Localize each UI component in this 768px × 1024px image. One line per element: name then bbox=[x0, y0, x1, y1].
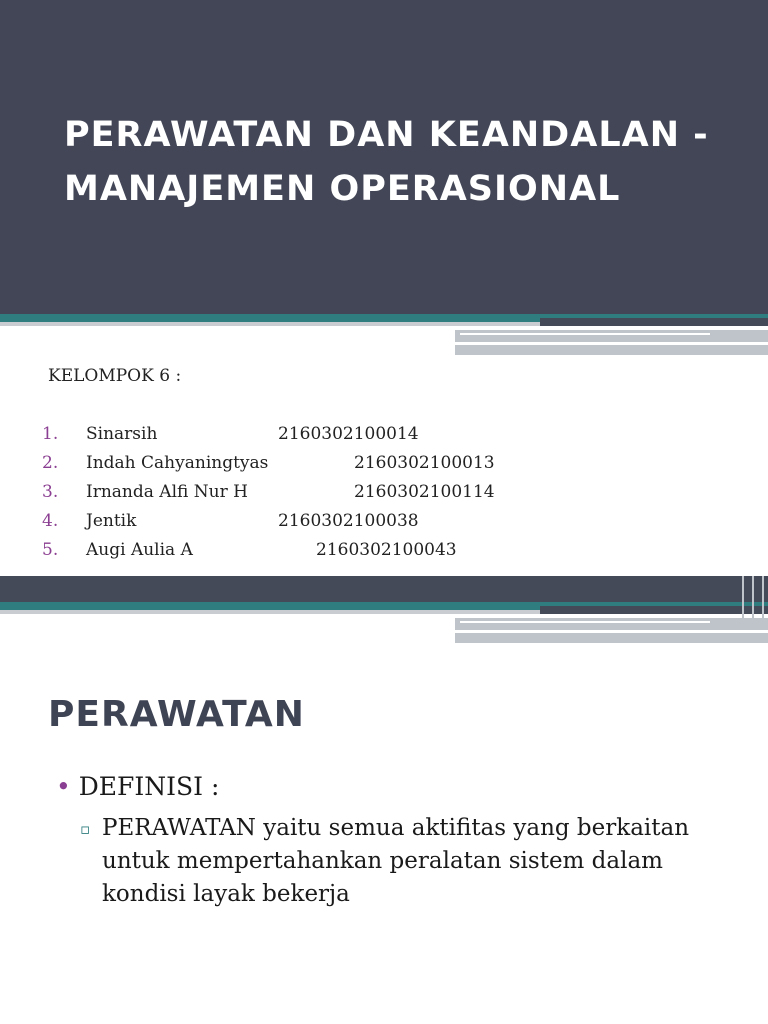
bullet-text: DEFINISI : bbox=[78, 772, 220, 801]
list-number: 1. bbox=[42, 424, 59, 444]
member-nim: 2160302100038 bbox=[278, 511, 419, 531]
member-name: Irnanda Alfi Nur H bbox=[86, 482, 248, 502]
member-name: Sinarsih bbox=[86, 424, 158, 444]
list-item bbox=[0, 511, 768, 540]
member-nim: 2160302100013 bbox=[354, 453, 495, 473]
slide-title-line-2: MANAJEMEN OPERASIONAL bbox=[64, 169, 621, 209]
group-label: KELOMPOK 6 : bbox=[48, 366, 182, 386]
slide-title bbox=[64, 108, 744, 216]
list-number: 4. bbox=[42, 511, 59, 531]
square-bullet-icon: ▫ bbox=[80, 820, 91, 838]
bullet-dot-icon: • bbox=[56, 772, 71, 801]
member-name: Indah Cahyaningtyas bbox=[86, 453, 269, 473]
list-number: 5. bbox=[42, 540, 59, 560]
member-nim: 2160302100114 bbox=[354, 482, 495, 502]
content-slide bbox=[0, 576, 768, 1024]
list-item bbox=[0, 453, 768, 482]
list-item bbox=[0, 540, 768, 569]
list-item bbox=[0, 482, 768, 511]
sub-bullet-text: PERAWATAN yaitu semua aktifitas yang berkaitan untuk mempertahankan peralatan sistem dalam kondisi layak bekerja bbox=[102, 815, 690, 907]
member-list bbox=[0, 424, 768, 569]
slide-title-line-1: PERAWATAN DAN KEANDALAN - bbox=[64, 115, 709, 155]
member-nim: 2160302100014 bbox=[278, 424, 419, 444]
slide-title: PERAWATAN bbox=[48, 694, 305, 735]
bullet-item bbox=[56, 772, 219, 801]
member-nim: 2160302100043 bbox=[316, 540, 457, 560]
sub-bullet-item bbox=[80, 812, 700, 911]
list-number: 2. bbox=[42, 453, 59, 473]
member-name: Augi Aulia A bbox=[86, 540, 193, 560]
list-item bbox=[0, 424, 768, 453]
member-name: Jentik bbox=[86, 511, 137, 531]
list-number: 3. bbox=[42, 482, 59, 502]
